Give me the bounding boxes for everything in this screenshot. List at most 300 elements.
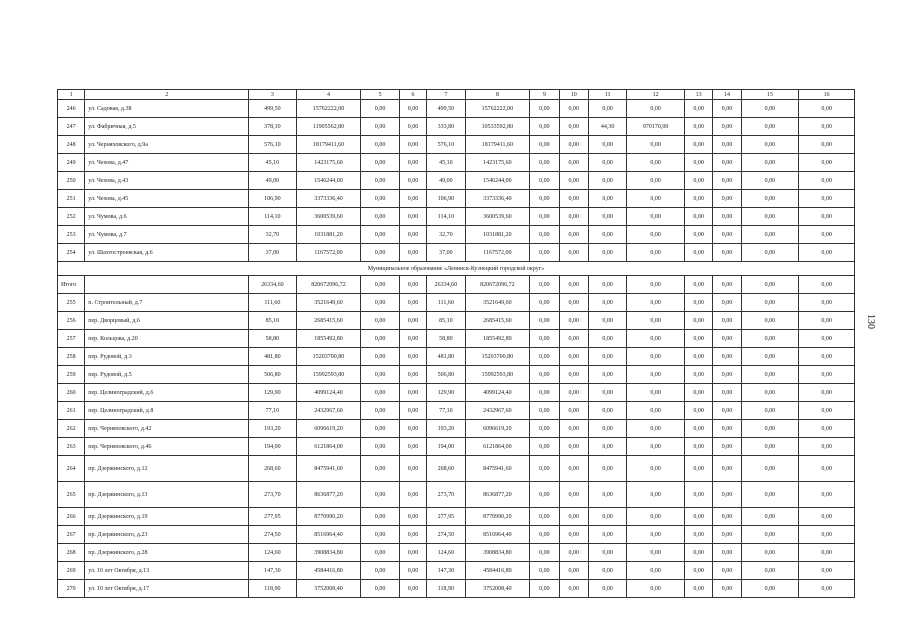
table-cell: 0,00 (684, 526, 712, 544)
table-cell: 0,00 (627, 580, 685, 598)
table-cell: 333,80 (427, 118, 465, 136)
table-cell: 0,00 (361, 118, 399, 136)
address-cell: п. Строительный, д.7 (85, 294, 249, 312)
table-row (58, 294, 855, 312)
table-cell: 250 (58, 172, 85, 190)
table-cell: 0,00 (399, 276, 426, 294)
address-cell: пр. Дзержинского, д.19 (85, 508, 249, 526)
table-cell: 0,00 (361, 190, 399, 208)
table-cell: 6096619,20 (296, 420, 361, 438)
table-cell: 0,00 (559, 276, 588, 294)
table-cell: 0,00 (713, 312, 741, 330)
table-cell: 49,00 (249, 172, 297, 190)
table-row (58, 226, 855, 244)
table-cell: 85,10 (249, 312, 297, 330)
table-cell: 0,00 (530, 136, 559, 154)
table-cell: 106,90 (427, 190, 465, 208)
table-cell: 0,00 (799, 384, 855, 402)
table-cell: 8516964,40 (465, 526, 530, 544)
table-cell: 8636877,20 (296, 482, 361, 508)
table-cell: 0,00 (799, 482, 855, 508)
table-cell: 970170,00 (627, 118, 685, 136)
table-cell: 0,00 (627, 100, 685, 118)
table-cell: 0,00 (799, 276, 855, 294)
table-cell: 0,00 (713, 172, 741, 190)
table-cell: 0,00 (684, 348, 712, 366)
table-cell: 0,00 (684, 384, 712, 402)
table-cell: 273,70 (249, 482, 297, 508)
table-cell: 0,00 (399, 330, 426, 348)
table-cell: 0,00 (588, 294, 626, 312)
table-cell: 0,00 (588, 482, 626, 508)
table-cell: 147,30 (427, 562, 465, 580)
table-cell: 0,00 (399, 544, 426, 562)
table-cell: 0,00 (361, 330, 399, 348)
table-cell: 0,00 (361, 456, 399, 482)
table-cell: 0,00 (559, 190, 588, 208)
table-cell: 576,10 (249, 136, 297, 154)
table-cell: 16 (799, 90, 855, 100)
table-row (58, 312, 855, 330)
table-cell: 0,00 (361, 384, 399, 402)
table-cell: 0,00 (588, 312, 626, 330)
table-cell: 3521649,60 (296, 294, 361, 312)
table-row (58, 456, 855, 482)
section-title: Муниципальное образование «Ленинск-Кузнецкий городской округ» (58, 262, 855, 276)
table-cell: 0,00 (588, 348, 626, 366)
table-cell: 3600539,60 (296, 208, 361, 226)
table-cell: 0,00 (588, 172, 626, 190)
table-row (58, 154, 855, 172)
table-cell: 0,00 (588, 276, 626, 294)
table-cell: 0,00 (399, 508, 426, 526)
table-cell: 0,00 (588, 100, 626, 118)
table-cell: 8475941,60 (465, 456, 530, 482)
address-cell: пр. Дзержинского, д.13 (85, 482, 249, 508)
table-cell: 0,00 (799, 402, 855, 420)
table-row (58, 544, 855, 562)
table-cell: 0,00 (559, 348, 588, 366)
table-cell: 0,00 (799, 244, 855, 262)
address-cell: ул. Фабричная, д.5 (85, 118, 249, 136)
table-cell: 0,00 (741, 276, 799, 294)
table-cell: 6121864,00 (296, 438, 361, 456)
table-cell: 0,00 (741, 384, 799, 402)
table-cell: 0,00 (741, 118, 799, 136)
table-cell: 0,00 (627, 276, 685, 294)
table-cell: 118,90 (249, 580, 297, 598)
table-cell: 0,00 (684, 100, 712, 118)
table-cell: 256 (58, 312, 85, 330)
table-cell: 0,00 (588, 508, 626, 526)
table-cell: 0,00 (530, 312, 559, 330)
table-cell: 0,00 (399, 562, 426, 580)
table-cell: 3752008,40 (465, 580, 530, 598)
table-cell: 0,00 (559, 438, 588, 456)
table-cell: 3600539,60 (465, 208, 530, 226)
table-cell: 193,20 (249, 420, 297, 438)
table-cell: 0,00 (399, 154, 426, 172)
table-cell: 0,00 (361, 526, 399, 544)
table-cell: 0,00 (741, 208, 799, 226)
table-cell: 4099124,40 (296, 384, 361, 402)
table-cell: 0,00 (627, 402, 685, 420)
table-cell: 378,10 (249, 118, 297, 136)
table-cell: 0,00 (627, 420, 685, 438)
table-cell: 0,00 (627, 330, 685, 348)
table-cell: 0,00 (588, 208, 626, 226)
table-cell: 0,00 (799, 544, 855, 562)
table-cell: 194,00 (427, 438, 465, 456)
table-cell: 0,00 (684, 154, 712, 172)
table-cell: 0,00 (741, 508, 799, 526)
register-table (57, 89, 855, 598)
table-cell: 0,00 (399, 312, 426, 330)
table-cell: 0,00 (530, 172, 559, 190)
table-cell: 77,10 (427, 402, 465, 420)
table-cell: 14 (713, 90, 741, 100)
table-cell: 0,00 (799, 366, 855, 384)
table-cell: 0,00 (559, 366, 588, 384)
table-cell: 129,90 (427, 384, 465, 402)
table-cell: 0,00 (713, 208, 741, 226)
table-cell: 129,90 (249, 384, 297, 402)
table-cell: 0,00 (713, 456, 741, 482)
table-cell: 15203700,80 (465, 348, 530, 366)
table-cell: 0,00 (627, 294, 685, 312)
table-cell: 193,20 (427, 420, 465, 438)
table-row (58, 190, 855, 208)
table-cell: 0,00 (741, 100, 799, 118)
table-cell: 3752008,40 (296, 580, 361, 598)
table-cell: 0,00 (399, 456, 426, 482)
table-row (58, 118, 855, 136)
table-cell: 0,00 (684, 456, 712, 482)
table-cell: 18179411,60 (465, 136, 530, 154)
table-cell: 0,00 (684, 312, 712, 330)
table-cell: 3 (249, 90, 297, 100)
table-cell: 0,00 (530, 438, 559, 456)
address-cell: пер. Кольцова, д.20 (85, 330, 249, 348)
table-cell: 0,00 (361, 482, 399, 508)
table-cell: 0,00 (361, 438, 399, 456)
table-cell: 0,00 (530, 384, 559, 402)
table-cell: 0,00 (530, 244, 559, 262)
table-cell: 15203700,80 (296, 348, 361, 366)
table-cell: 0,00 (684, 438, 712, 456)
table-row (58, 348, 855, 366)
table-cell: 1423175,60 (296, 154, 361, 172)
header-row (58, 90, 855, 100)
table-cell: 481,80 (427, 348, 465, 366)
table-cell: 0,00 (399, 348, 426, 366)
table-cell: 0,00 (559, 312, 588, 330)
table-cell: 0,00 (713, 154, 741, 172)
table-cell: 0,00 (530, 154, 559, 172)
table-cell: 106,90 (249, 190, 297, 208)
table-cell: 0,00 (684, 562, 712, 580)
table-cell: 0,00 (741, 244, 799, 262)
table-cell: 114,10 (249, 208, 297, 226)
table-cell: 0,00 (588, 384, 626, 402)
table-cell: 0,00 (530, 580, 559, 598)
table-cell: 8770990,20 (465, 508, 530, 526)
table-cell: 0,00 (799, 118, 855, 136)
table-cell: 3373336,40 (296, 190, 361, 208)
table-cell: 0,00 (627, 208, 685, 226)
table-cell: 0,00 (361, 420, 399, 438)
table-cell: 0,00 (399, 136, 426, 154)
table-cell: 0,00 (530, 420, 559, 438)
table-cell: 0,00 (361, 348, 399, 366)
table-row (58, 438, 855, 456)
table-cell: 2685415,60 (465, 312, 530, 330)
table-cell: 0,00 (361, 208, 399, 226)
table-cell: 15992593,80 (296, 366, 361, 384)
table-cell: 3521649,60 (465, 294, 530, 312)
table-cell: 0,00 (588, 562, 626, 580)
table-cell: 0,00 (713, 118, 741, 136)
table-cell: 1423175,60 (465, 154, 530, 172)
table-cell: 0,00 (627, 348, 685, 366)
total-row (58, 276, 855, 294)
table-cell: 0,00 (741, 136, 799, 154)
table-cell: 0,00 (399, 384, 426, 402)
table-row (58, 402, 855, 420)
table-cell: 0,00 (799, 330, 855, 348)
table-cell: 273,70 (427, 482, 465, 508)
table-cell: 9 (530, 90, 559, 100)
table-cell: 0,00 (399, 420, 426, 438)
table-cell: 0,00 (741, 580, 799, 598)
table-cell: 0,00 (399, 190, 426, 208)
address-cell: пер. Рудовой, д.3 (85, 348, 249, 366)
table-cell: 32,70 (427, 226, 465, 244)
table-cell: 0,00 (627, 190, 685, 208)
table-cell: 0,00 (399, 438, 426, 456)
table-row (58, 244, 855, 262)
table-cell: 481,80 (249, 348, 297, 366)
table-cell: 0,00 (559, 562, 588, 580)
table-cell: 0,00 (741, 154, 799, 172)
table-cell: 2432967,60 (465, 402, 530, 420)
table-cell: 0,00 (530, 208, 559, 226)
table-cell: 0,00 (713, 226, 741, 244)
table-cell: 0,00 (713, 580, 741, 598)
table-cell: 0,00 (684, 276, 712, 294)
table-cell: 0,00 (684, 402, 712, 420)
table-cell: 0,00 (588, 226, 626, 244)
table-cell: 0,00 (741, 330, 799, 348)
table-cell: 1031881,20 (296, 226, 361, 244)
table-cell: 0,00 (713, 136, 741, 154)
table-cell: 1546244,00 (465, 172, 530, 190)
table-cell: 0,00 (559, 226, 588, 244)
table-cell: 0,00 (588, 438, 626, 456)
table-cell: 0,00 (627, 226, 685, 244)
table-cell: 0,00 (361, 562, 399, 580)
table-cell: 251 (58, 190, 85, 208)
table-cell: 0,00 (741, 348, 799, 366)
table-cell: 0,00 (361, 508, 399, 526)
address-cell: пер. Черняховского, д.42 (85, 420, 249, 438)
table-cell: 15762222,00 (465, 100, 530, 118)
table-cell: 0,00 (361, 366, 399, 384)
table-cell: 124,60 (427, 544, 465, 562)
table-cell: 0,00 (361, 276, 399, 294)
table-cell: 0,00 (399, 118, 426, 136)
table-cell: 0,00 (713, 402, 741, 420)
table-cell: 1546244,00 (296, 172, 361, 190)
table-cell: 0,00 (559, 456, 588, 482)
table-cell: 266 (58, 508, 85, 526)
table-cell: 0,00 (559, 154, 588, 172)
table-cell: 0,00 (559, 526, 588, 544)
table-cell: 1031881,20 (465, 226, 530, 244)
address-cell: 2 (85, 90, 249, 100)
table-cell: 0,00 (713, 508, 741, 526)
table-cell: 45,10 (427, 154, 465, 172)
address-cell: ул. Чумова, д.7 (85, 226, 249, 244)
table-cell: 0,00 (588, 244, 626, 262)
table-cell: 0,00 (530, 330, 559, 348)
table-cell: 0,00 (530, 562, 559, 580)
table-cell: 0,00 (530, 348, 559, 366)
address-cell: ул. 10 лет Октября, д.17 (85, 580, 249, 598)
table-cell: 0,00 (799, 190, 855, 208)
table-row (58, 384, 855, 402)
table-cell: 4099124,40 (465, 384, 530, 402)
table-cell: 258 (58, 348, 85, 366)
table-cell: 0,00 (684, 330, 712, 348)
table-cell: 0,00 (713, 276, 741, 294)
table-cell: 0,00 (713, 438, 741, 456)
section-row (58, 262, 855, 276)
table-cell: 118,90 (427, 580, 465, 598)
table-cell: 0,00 (588, 420, 626, 438)
table-cell: 0,00 (399, 366, 426, 384)
table-cell: 0,00 (713, 384, 741, 402)
table-cell: 1167572,00 (465, 244, 530, 262)
table-cell: 0,00 (627, 312, 685, 330)
table-cell: 0,00 (713, 348, 741, 366)
table-cell: 499,50 (249, 100, 297, 118)
table-row (58, 508, 855, 526)
table-cell: 0,00 (627, 384, 685, 402)
table-cell: 3908834,80 (465, 544, 530, 562)
table-cell: 0,00 (361, 136, 399, 154)
table-cell: 274,50 (427, 526, 465, 544)
table-cell: 0,00 (559, 244, 588, 262)
table-cell: 0,00 (627, 508, 685, 526)
page-number: 130 (865, 314, 876, 329)
table-row (58, 482, 855, 508)
table-cell: 0,00 (684, 190, 712, 208)
table-cell: 85,10 (427, 312, 465, 330)
table-cell: 0,00 (559, 208, 588, 226)
table-cell: 0,00 (559, 420, 588, 438)
table-cell: 6121864,00 (465, 438, 530, 456)
table-cell: 0,00 (588, 526, 626, 544)
table-cell: 0,00 (530, 508, 559, 526)
table-cell: 15762222,00 (296, 100, 361, 118)
table-cell: 0,00 (684, 420, 712, 438)
table-cell: 0,00 (588, 366, 626, 384)
table-cell: 15992593,80 (465, 366, 530, 384)
table-cell: 0,00 (399, 526, 426, 544)
table-cell: 0,00 (399, 226, 426, 244)
table-cell: 1 (58, 90, 85, 100)
table-cell: 0,00 (713, 366, 741, 384)
table-cell: 11 (588, 90, 626, 100)
table-cell: 4584416,80 (296, 562, 361, 580)
table-cell: 0,00 (559, 330, 588, 348)
table-cell: 3908834,80 (296, 544, 361, 562)
table-cell: Итого (58, 276, 85, 294)
table-cell: 0,00 (530, 482, 559, 508)
table-cell: 0,00 (361, 312, 399, 330)
table-cell: 0,00 (559, 118, 588, 136)
table-cell: 277,95 (249, 508, 297, 526)
table-cell: 0,00 (588, 154, 626, 172)
table-cell: 0,00 (530, 190, 559, 208)
table-cell: 37,00 (427, 244, 465, 262)
table-cell: 0,00 (530, 456, 559, 482)
table-cell: 0,00 (799, 438, 855, 456)
table-cell: 6 (399, 90, 426, 100)
address-cell: пр. Дзержинского, д.12 (85, 456, 249, 482)
table-cell: 246 (58, 100, 85, 118)
table-row (58, 366, 855, 384)
table-cell: 254 (58, 244, 85, 262)
table-row (58, 580, 855, 598)
address-cell: пр. Дзержинского, д.28 (85, 544, 249, 562)
table-cell: 0,00 (559, 544, 588, 562)
table-cell: 0,00 (588, 456, 626, 482)
table-cell: 0,00 (530, 118, 559, 136)
table-cell: 0,00 (684, 580, 712, 598)
table-cell: 0,00 (713, 100, 741, 118)
table-cell: 4 (296, 90, 361, 100)
table-cell: 820672096,72 (296, 276, 361, 294)
table-cell: 194,00 (249, 438, 297, 456)
table-cell: 58,80 (249, 330, 297, 348)
table-cell: 0,00 (627, 438, 685, 456)
table-cell: 0,00 (713, 330, 741, 348)
table-cell: 261 (58, 402, 85, 420)
table-cell: 506,80 (427, 366, 465, 384)
table-cell: 0,00 (799, 100, 855, 118)
table-cell: 248 (58, 136, 85, 154)
table-cell: 15 (741, 90, 799, 100)
table-cell: 0,00 (559, 136, 588, 154)
table-cell: 0,00 (684, 508, 712, 526)
address-cell: ул. Садовая, д.38 (85, 100, 249, 118)
table-cell: 111,60 (249, 294, 297, 312)
table-cell: 0,00 (627, 244, 685, 262)
table-row (58, 330, 855, 348)
table-cell: 1167572,00 (296, 244, 361, 262)
table-cell: 0,00 (799, 136, 855, 154)
table-cell: 0,00 (559, 580, 588, 598)
table-cell: 0,00 (399, 294, 426, 312)
table-cell: 0,00 (399, 208, 426, 226)
table-cell: 820672096,72 (465, 276, 530, 294)
table-cell: 0,00 (588, 402, 626, 420)
table-cell: 0,00 (530, 402, 559, 420)
address-cell: ул. 10 лет Октября, д.13 (85, 562, 249, 580)
table-cell: 0,00 (361, 100, 399, 118)
